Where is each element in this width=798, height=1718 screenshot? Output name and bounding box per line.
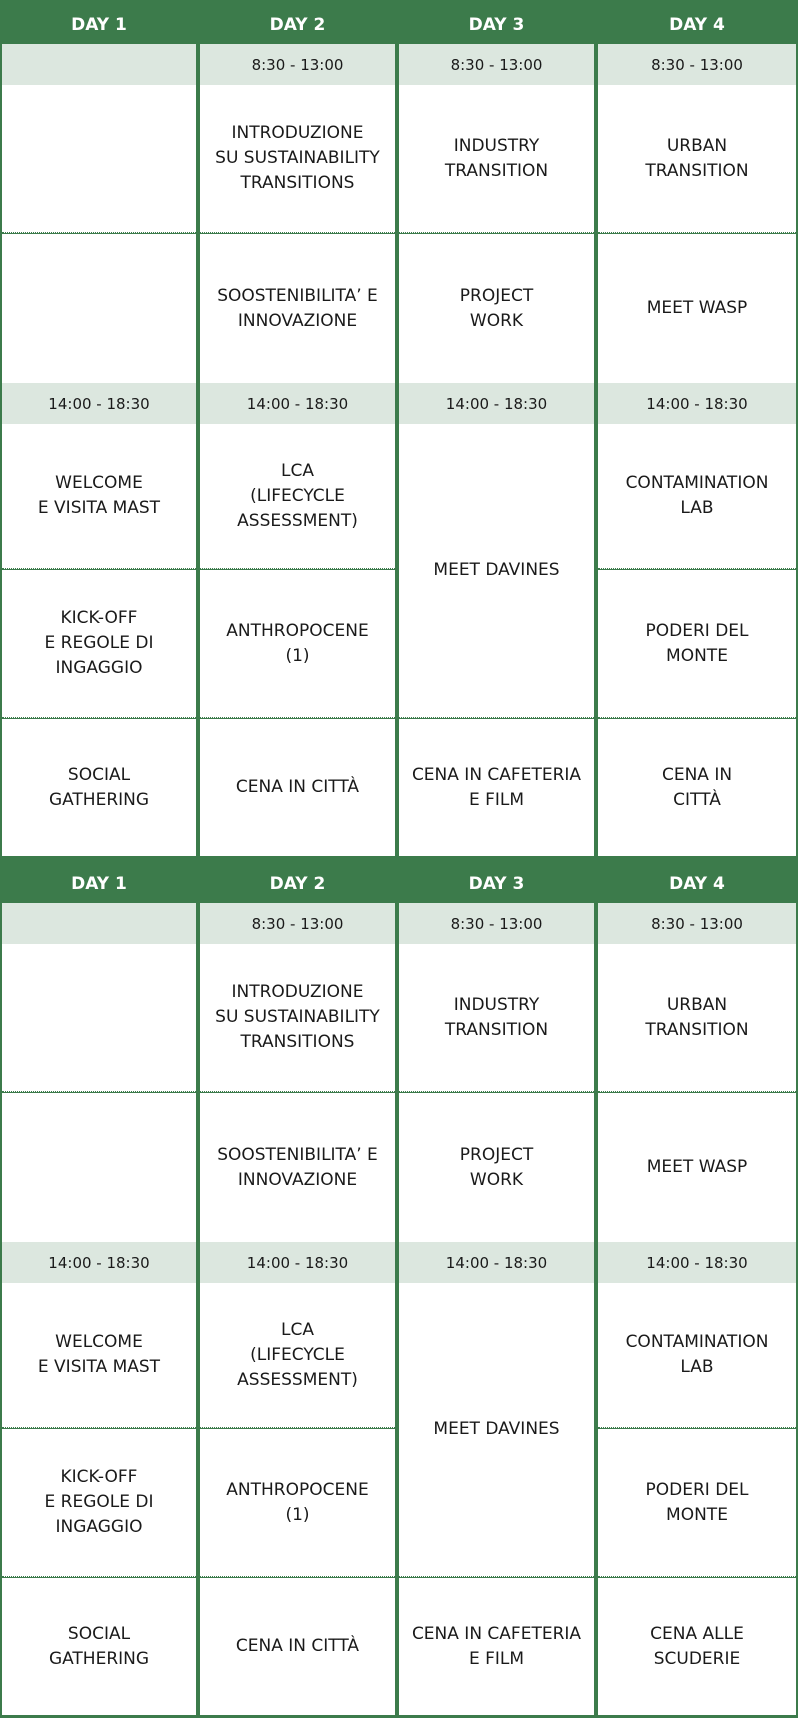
- day-4-column: [598, 859, 796, 1718]
- day-1-afternoon-time: 14:00 - 18:30: [2, 383, 196, 424]
- day-2-morning-time: 8:30 - 13:00: [200, 44, 395, 85]
- day-1-morning-slot-2: [2, 1093, 196, 1242]
- day-1-morning-slot-1: [2, 944, 196, 1092]
- day-1-morning-slot-1: [2, 85, 196, 233]
- day-1-morning-time: [2, 44, 196, 85]
- day-3-morning-slot-2: PROJECT WORK: [399, 234, 594, 383]
- day-1-header: DAY 1: [71, 15, 127, 35]
- day-3-afternoon-time: 14:00 - 18:30: [399, 1242, 594, 1283]
- day-1-morning-time: [2, 903, 196, 944]
- day-2-afternoon-slot-2: ANTHROPOCENE (1): [200, 1429, 395, 1577]
- day-2-morning-time: 8:30 - 13:00: [200, 903, 395, 944]
- day-1-afternoon-slot-2: KICK-OFF E REGOLE DI INGAGGIO: [2, 570, 196, 718]
- day-3-morning-slot-2: PROJECT WORK: [399, 1093, 594, 1242]
- day-2-afternoon-slot-2: ANTHROPOCENE (1): [200, 570, 395, 718]
- day-3-header: DAY 3: [468, 15, 525, 35]
- day-2-column: [200, 0, 395, 859]
- day-3-evening-slot: CENA IN CAFETERIA E FILM: [399, 1578, 594, 1715]
- day-2-evening-slot: CENA IN CITTÀ: [200, 1578, 395, 1715]
- day-2-afternoon-slot-1: LCA (LIFECYCLE ASSESSMENT): [200, 1283, 395, 1428]
- day-1-afternoon-slot-1: WELCOME E VISITA MAST: [2, 1283, 196, 1428]
- day-2-morning-slot-1: INTRODUZIONE SU SUSTAINABILITY TRANSITIONS: [200, 85, 395, 233]
- day-2-header: DAY 2: [269, 15, 326, 35]
- day-4-morning-time: 8:30 - 13:00: [598, 903, 796, 944]
- day-2-afternoon-time: 14:00 - 18:30: [200, 1242, 395, 1283]
- day-1-header: DAY 1: [71, 874, 127, 894]
- day-4-afternoon-slot-1: CONTAMINATION LAB: [598, 1283, 796, 1428]
- day-4-morning-slot-2: MEET WASP: [598, 234, 796, 383]
- day-3-afternoon-merged-slot: MEET DAVINES: [399, 1283, 594, 1577]
- day-1-evening-slot: SOCIAL GATHERING: [2, 1578, 196, 1715]
- day-1-afternoon-time: 14:00 - 18:30: [2, 1242, 196, 1283]
- day-3-evening-slot: CENA IN CAFETERIA E FILM: [399, 719, 594, 856]
- day-3-morning-slot-1: INDUSTRY TRANSITION: [399, 944, 594, 1092]
- day-2-afternoon-time: 14:00 - 18:30: [200, 383, 395, 424]
- day-4-morning-slot-2: MEET WASP: [598, 1093, 796, 1242]
- day-1-evening-slot: SOCIAL GATHERING: [2, 719, 196, 856]
- day-4-evening-slot: CENA ALLE SCUDERIE: [598, 1578, 796, 1715]
- day-4-afternoon-time: 14:00 - 18:30: [598, 1242, 796, 1283]
- day-3-afternoon-time: 14:00 - 18:30: [399, 383, 594, 424]
- day-3-column: [399, 0, 594, 859]
- day-4-afternoon-slot-2: PODERI DEL MONTE: [598, 570, 796, 718]
- day-4-afternoon-slot-2: PODERI DEL MONTE: [598, 1429, 796, 1577]
- day-3-header: DAY 3: [468, 874, 525, 894]
- day-2-morning-slot-2: SOOSTENIBILITA’ E INNOVAZIONE: [200, 234, 395, 383]
- day-4-morning-slot-1: URBAN TRANSITION: [598, 944, 796, 1092]
- day-4-morning-slot-1: URBAN TRANSITION: [598, 85, 796, 233]
- day-2-header: DAY 2: [269, 874, 326, 894]
- day-4-header: DAY 4: [669, 15, 725, 35]
- day-4-afternoon-time: 14:00 - 18:30: [598, 383, 796, 424]
- day-4-afternoon-slot-1: CONTAMINATION LAB: [598, 424, 796, 569]
- day-3-afternoon-merged-slot: MEET DAVINES: [399, 424, 594, 718]
- day-1-afternoon-slot-1: WELCOME E VISITA MAST: [2, 424, 196, 569]
- schedule-table-2: [0, 859, 798, 1718]
- day-2-evening-slot: CENA IN CITTÀ: [200, 719, 395, 856]
- day-4-morning-time: 8:30 - 13:00: [598, 44, 796, 85]
- day-2-column: [200, 859, 395, 1718]
- day-3-morning-time: 8:30 - 13:00: [399, 44, 594, 85]
- day-3-morning-slot-1: INDUSTRY TRANSITION: [399, 85, 594, 233]
- day-1-column: [2, 0, 196, 859]
- day-2-afternoon-slot-1: LCA (LIFECYCLE ASSESSMENT): [200, 424, 395, 569]
- day-1-column: [2, 859, 196, 1718]
- day-2-morning-slot-2: SOOSTENIBILITA’ E INNOVAZIONE: [200, 1093, 395, 1242]
- day-1-afternoon-slot-2: KICK-OFF E REGOLE DI INGAGGIO: [2, 1429, 196, 1577]
- day-4-column: [598, 0, 796, 859]
- day-4-evening-slot: CENA IN CITTÀ: [598, 719, 796, 856]
- day-3-column: [399, 859, 594, 1718]
- day-2-morning-slot-1: INTRODUZIONE SU SUSTAINABILITY TRANSITIONS: [200, 944, 395, 1092]
- day-3-morning-time: 8:30 - 13:00: [399, 903, 594, 944]
- day-4-header: DAY 4: [669, 874, 725, 894]
- day-1-morning-slot-2: [2, 234, 196, 383]
